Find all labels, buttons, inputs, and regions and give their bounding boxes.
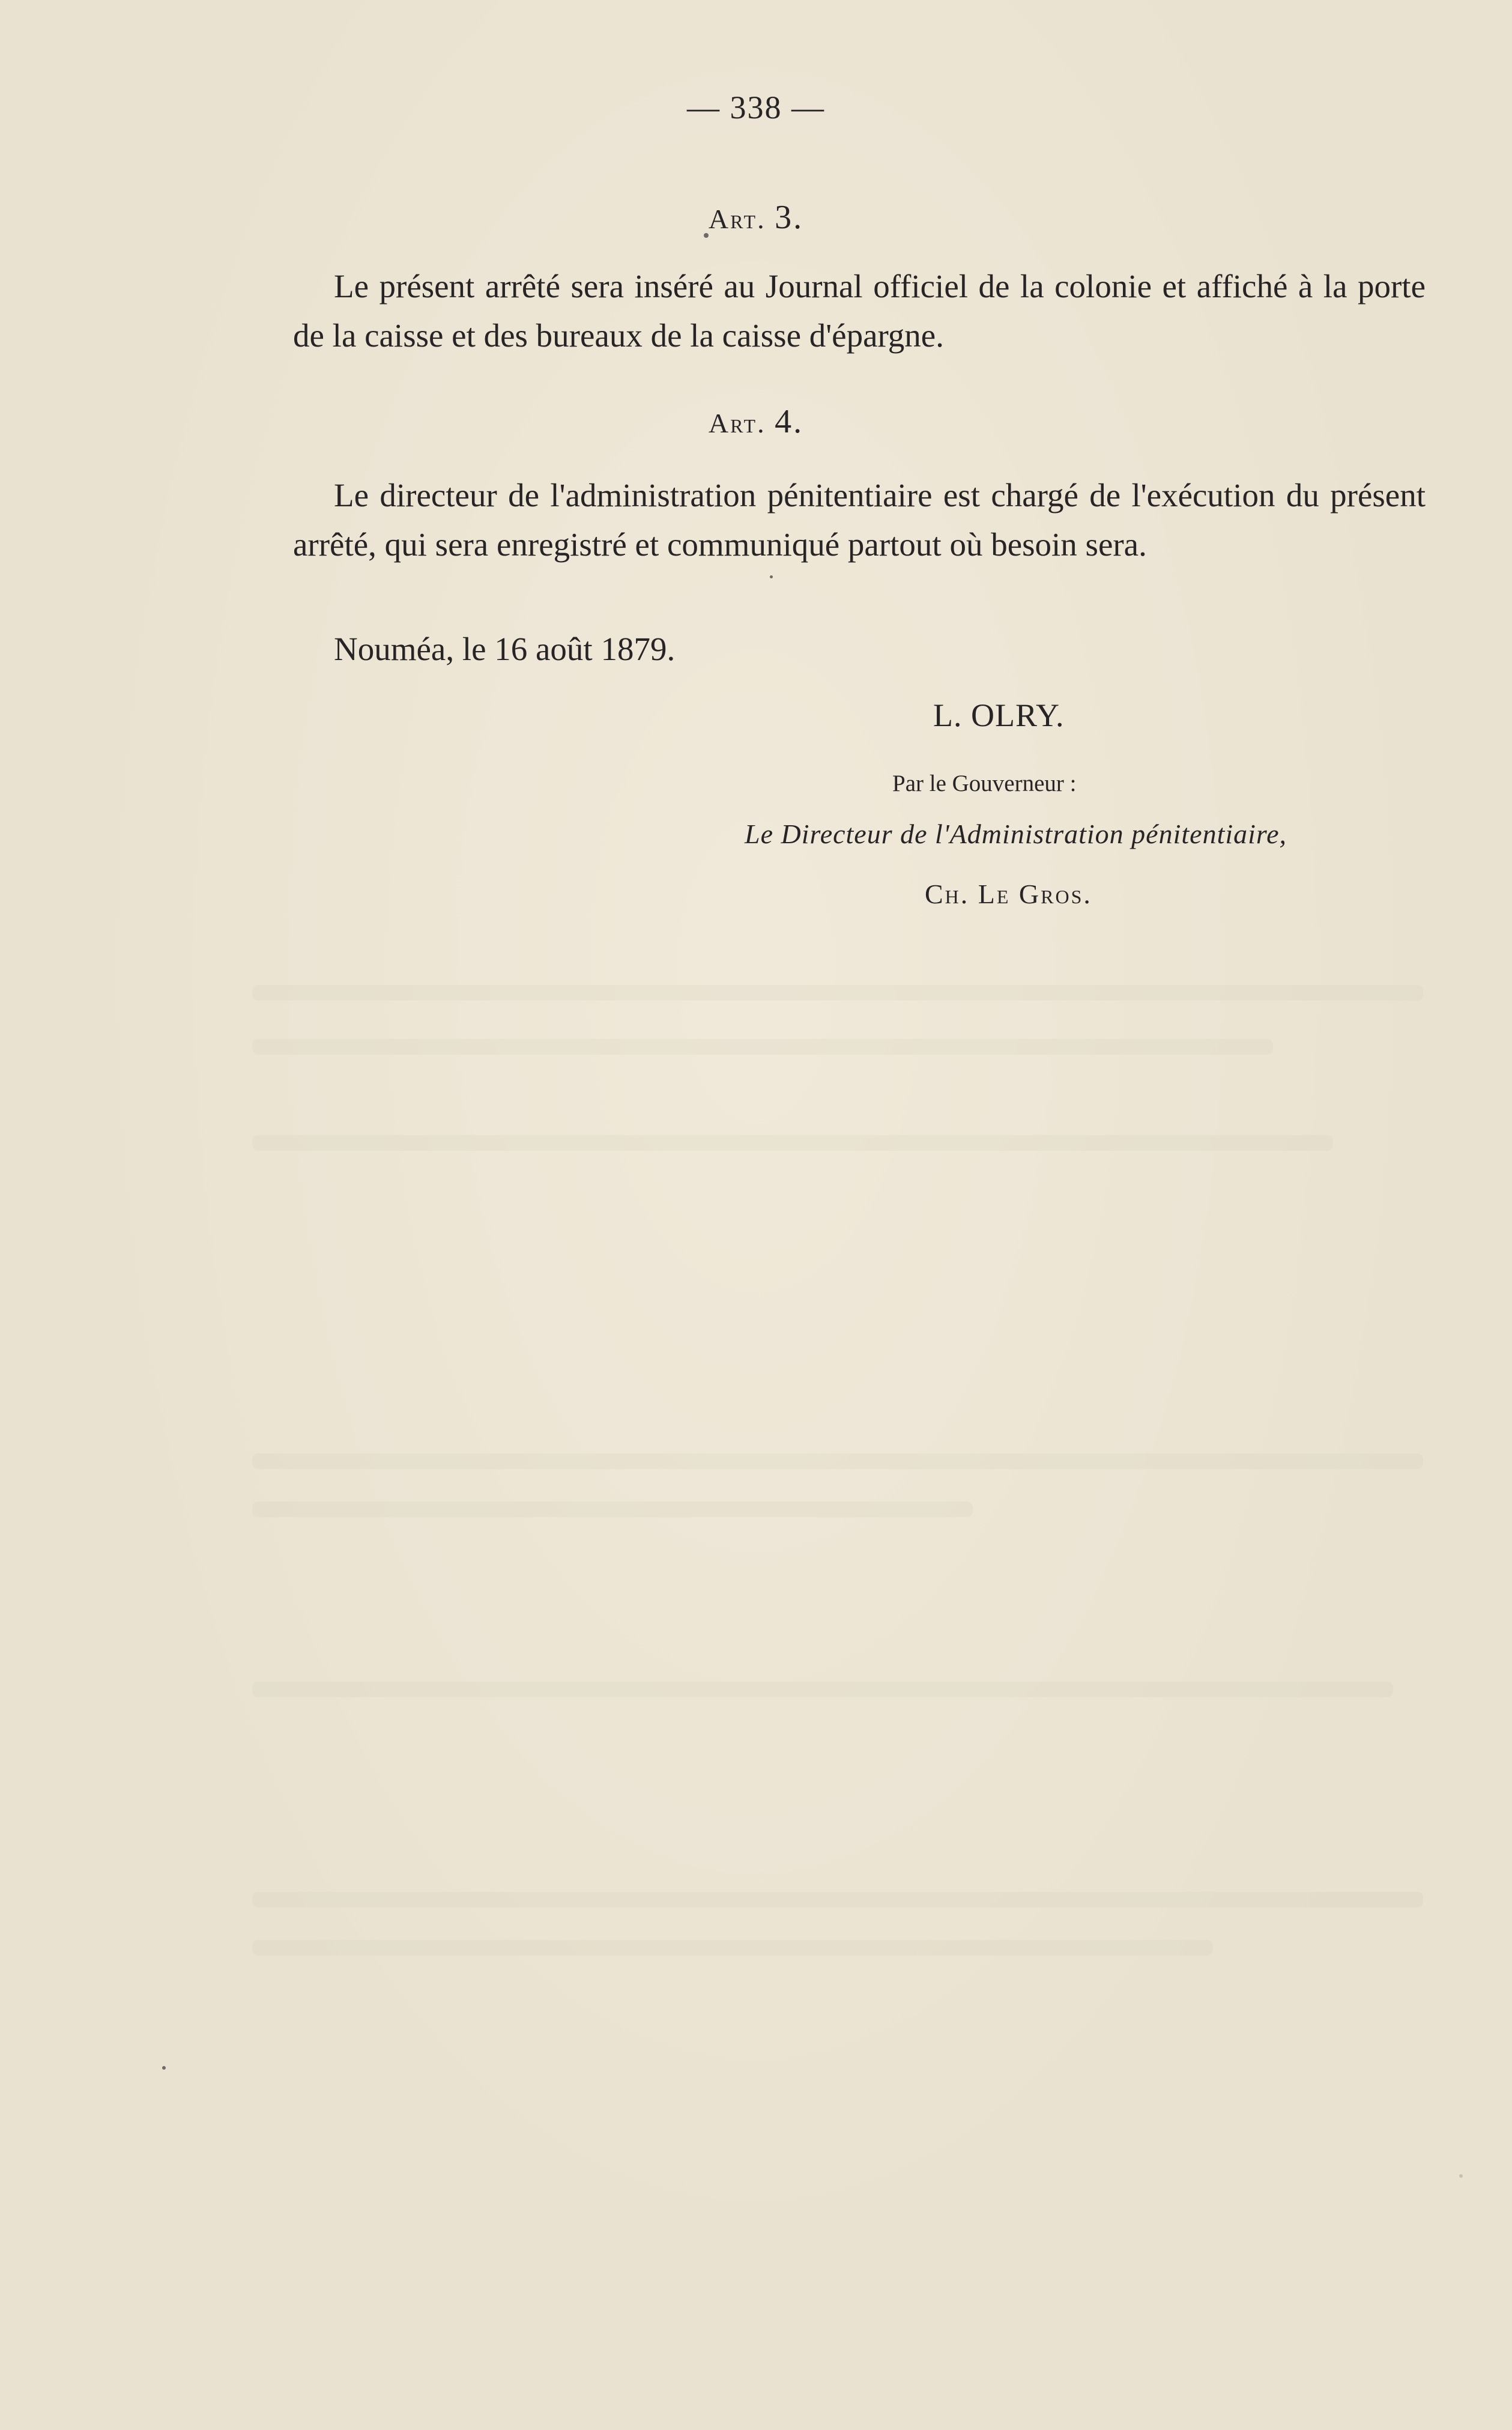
bleed-through-line [252,1135,1333,1151]
paper-speck [1459,2174,1463,2178]
article-heading-prefix: Art. [708,408,766,438]
bleed-through-line [252,1453,1423,1469]
paper-speck [704,233,709,238]
paper-speck [162,2066,166,2070]
paper-speck [770,575,773,578]
bleed-through-line [252,1682,1393,1697]
place-date: Nouméa, le 16 août 1879. [334,631,676,667]
article-heading-number: 3. [775,199,804,236]
article-heading-prefix: Art. [708,204,766,234]
article-heading [0,402,1512,441]
bleed-through-line [252,1940,1213,1956]
article-heading-number: 4. [775,403,804,440]
bleed-through-line [252,1039,1273,1055]
article-text: Le présent arrêté sera inséré au Journal officiel de la colonie et affiché à la porte de la caisse et des bureaux de la caisse d'épargne. [293,268,1426,354]
article-text: Le directeur de l'administration pénitentiaire est chargé de l'exécution du présent arrêté, qui sera enregistré et communiqué partout où besoin sera. [293,477,1426,563]
director-title: Le Directeur de l'Administration pénitentiaire, [745,819,1287,849]
article-heading [0,198,1512,237]
place-date-line [293,625,1426,674]
article-paragraph [293,262,1426,360]
page-number: — 338 — [687,89,825,126]
signatory-name: L. OLRY. [933,697,1065,733]
article-paragraph [293,471,1426,569]
bleed-through-line [252,1892,1423,1907]
director-name: Ch. Le Gros. [925,879,1092,909]
bleed-through-line [252,1501,973,1517]
by-governor-line: Par le Gouverneur : [892,771,1077,796]
bleed-through-line [252,985,1423,1001]
